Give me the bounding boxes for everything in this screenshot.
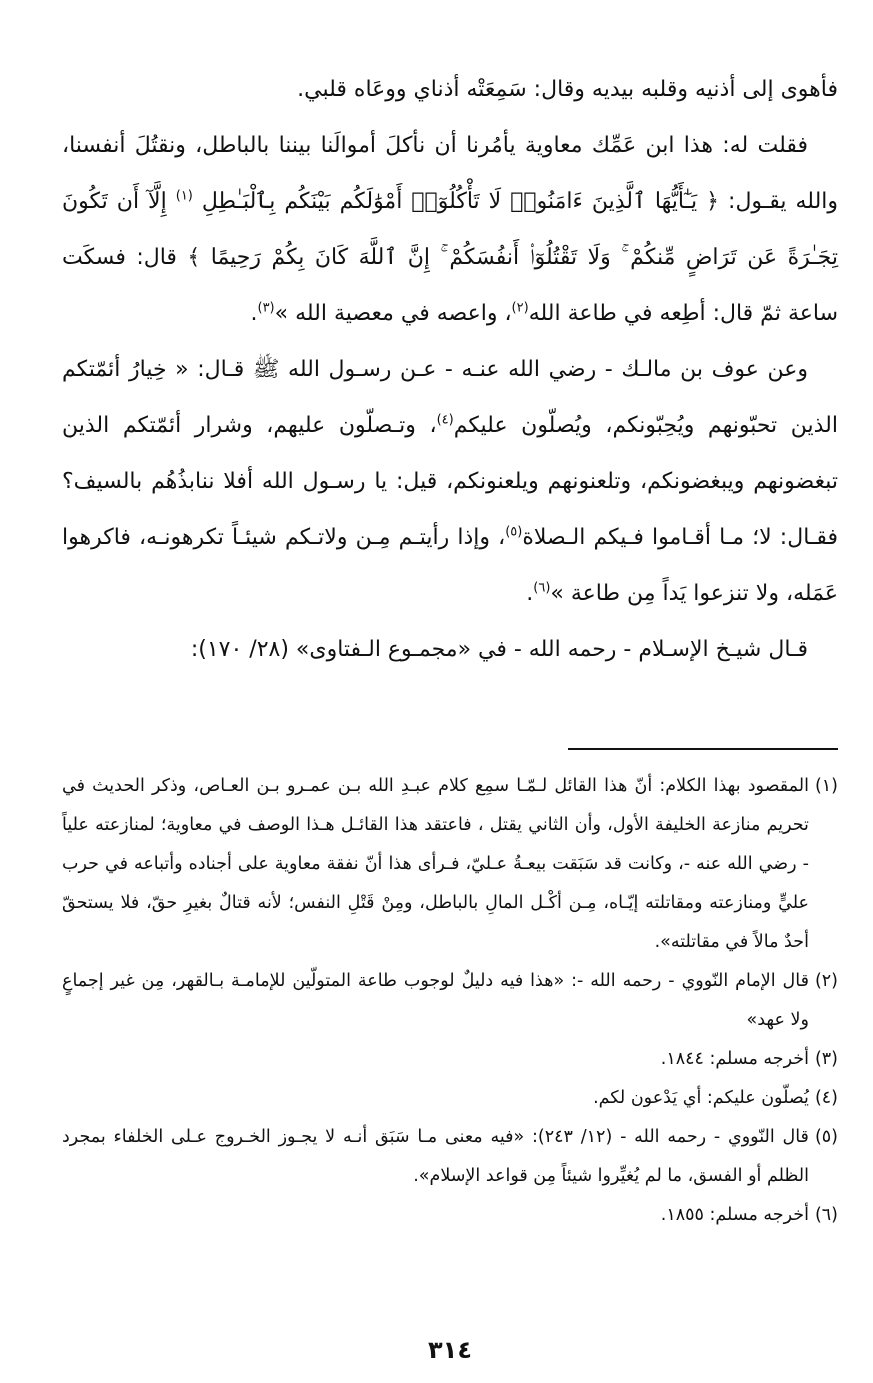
paragraph-3-middle: ، وتـصلّون عليهم، وشرار أئمّتكم الذين تبغضونهم ويبغضونكم، وتلعنونهم ويلعنونكم، قيل: يا رسـول الله أفلا ننابذُهُم بالسيف؟ فقـال: لا؛ مـا أقـاموا فـيكم الـصلاة (62, 413, 838, 550)
footnote-number: (٦) (814, 1205, 838, 1225)
paragraph-3-middle-2: ، وإذا رأيتـم مِـن ولاتـكم شيئـاً تكرهونـه، فاكرهوا عَمَله، ولا تنزعوا يَداً مِن طاعة » (62, 525, 838, 606)
footnote-number: (٥) (814, 1127, 838, 1147)
footnote-ref-4[interactable]: (٤) (436, 412, 454, 428)
footnote-number: (٣) (814, 1049, 838, 1069)
footnote-ref-6[interactable]: (٦) (533, 580, 551, 596)
main-text (62, 62, 838, 678)
footnote-ref-3[interactable]: (٣) (257, 300, 275, 316)
footnote-5 (62, 1118, 838, 1196)
footnote-number: (٤) (814, 1088, 838, 1108)
footnote-text: المقصود بهذا الكلام: أنّ هذا القائل لـمّـا سمِع كلام عبـدِ الله بـن عمـرو بـن العـاص، وذكر الحديث في تحريم منازعة الخليفة الأول، وأن الثاني يقتل ، فاعتقد هذا القائـل هـذا الوصف في معاوية؛ لمنازعته علياً - رضي الله عنه -، وكانت قد سَبَقت بيعـةُ عـليّ، فـرأى هذا أنّ نفقة معاوية على أجناده وأتباعه في حرب عليٍّ ومنازعته ومقاتلته إيّـاه، مِـن أكْـل المالِ بالباطل، ومِنْ قَتْلِ النفس؛ لأنه قتالٌ بغيرِ حقّ، فلا يستحقّ أحدٌ مالاً في مقاتلته». (62, 776, 809, 952)
footnote-number: (١) (814, 776, 838, 796)
paragraph-1: فأهوى إلى أذنيه وقلبه بيديه وقال: سَمِعَتْه أذناي ووعَاه قلبي. (297, 77, 838, 102)
footnote-2 (62, 962, 838, 1040)
footnote-divider (568, 748, 838, 750)
footnote-ref-5[interactable]: (٥) (505, 524, 523, 540)
footnote-text: يُصلّون عليكم: أي يَدْعون لكم. (593, 1088, 809, 1108)
footnote-3 (62, 1040, 838, 1079)
footnote-text: أخرجه مسلم: ١٨٤٤. (660, 1049, 809, 1069)
paragraph-2-continuation: قال: فسكَت ساعة ثمّ قال: أطِعه في طاعة الله (62, 245, 838, 326)
paragraph-3 (62, 342, 838, 622)
paragraph-2 (62, 118, 838, 342)
quran-verse-part-2: إِلَّآ أَن تَكُونَ تِجَـٰرَةً عَن تَرَاضٍ مِّنكُمْ ۚ وَلَا تَقْتُلُوٓا۟ أَنفُسَكُمْ ۚ إِنَّ ٱللَّهَ كَانَ بِكُمْ رَحِيمًا ﴾ (62, 189, 838, 270)
paragraph-3-end: . (526, 581, 534, 606)
quran-verse-part-1: ﴿ يَـٰٓأَيُّهَا ٱلَّذِينَ ءَامَنُوا۟ لَا تَأْكُلُوٓا۟ أَمْوَٰلَكُم بَيْنَكُم بِٱلْبَـٰطِلِ (201, 189, 720, 214)
footnote-text: قال النّووي - رحمه الله - (١٢/ ٢٤٣): «فيه معنى مـا سَبَق أنـه لا يجـوز الخـروج عـلى الخلفاء بمجرد الظلم أو الفسق، ما لم يُغيِّروا شيئاً مِن قواعد الإسلام». (62, 1127, 809, 1186)
paragraph-2-continuation-2: ، واعصه في معصية الله » (274, 301, 512, 326)
page-number: ٣١٤ (428, 1336, 472, 1364)
paragraph-2-end: . (250, 301, 258, 326)
paragraph-2-intro: فقلت له: هذا ابن عَمِّك معاوية يأمُرنا أن نأكلَ أموالَنا بيننا بالباطل، ونقتُلَ أنفسنا، والله يقـول: (62, 133, 839, 214)
footnote-ref-2[interactable]: (٢) (511, 300, 529, 316)
footnote-text: قال الإمام النّووي - رحمه الله -: «هذا فيه دليلٌ لوجوب طاعة المتولّين للإمامـة بـالقهر، مِن غير إجماعٍ ولا عهد» (62, 971, 809, 1030)
footnote-1 (62, 767, 838, 962)
book-page (62, 62, 838, 1362)
footnote-4 (62, 1079, 838, 1118)
footnote-6 (62, 1196, 838, 1235)
footnote-ref-1[interactable]: (١) (175, 188, 193, 204)
footnote-number: (٢) (814, 971, 838, 991)
paragraph-4: قـال شيـخ الإسـلام - رحمه الله - في «مجمـوع الـفتاوى» (٢٨/ ١٧٠): (190, 637, 808, 662)
footnotes (62, 767, 838, 1235)
footnote-text: أخرجه مسلم: ١٨٥٥. (660, 1205, 809, 1225)
paragraph-3-intro: وعن عوف بن مالـك - رضي الله عنـه - عـن رسـول الله ﷺ قـال: « خِيارُ أئمّتكم الذين تحبّونهم ويُحِبّونكم، ويُصلّون عليكم (62, 357, 838, 438)
